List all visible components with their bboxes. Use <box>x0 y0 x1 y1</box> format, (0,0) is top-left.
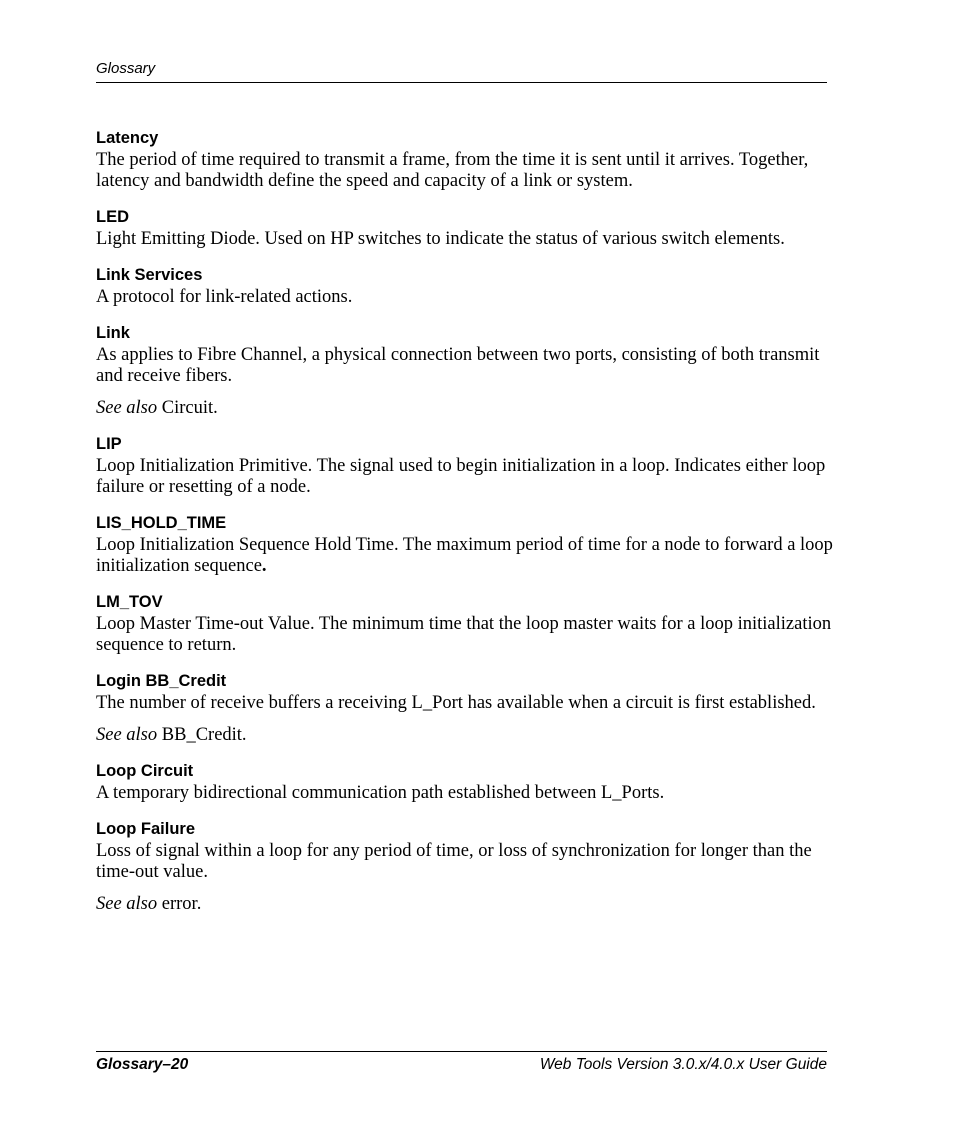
header-section-title: Glossary <box>96 60 156 77</box>
glossary-term: Loop Circuit <box>96 762 194 780</box>
glossary-entry <box>96 434 836 498</box>
glossary-term: Loop Failure <box>96 820 195 838</box>
glossary-term: Link Services <box>96 266 203 284</box>
glossary-list <box>96 128 836 930</box>
glossary-term: LED <box>96 208 129 226</box>
glossary-definition: A protocol for link-related actions. <box>96 287 353 307</box>
see-also-label: See also <box>96 894 158 914</box>
see-also-ref: BB_Credit. <box>161 725 247 745</box>
glossary-definition: As applies to Fibre Channel, a physical connection between two ports, consisting of both transmit and receive fibers. <box>96 345 820 386</box>
see-also <box>96 725 836 746</box>
see-also <box>96 894 836 915</box>
definition-text: Loop Initialization Sequence Hold Time. The maximum period of time for a node to forward a loop initialization sequence <box>96 535 833 576</box>
glossary-entry <box>96 323 836 419</box>
page-number: Glossary–20 <box>96 1056 189 1073</box>
glossary-term: LIP <box>96 435 122 453</box>
glossary-term: LM_TOV <box>96 593 163 611</box>
glossary-entry <box>96 128 836 192</box>
see-also-ref: error. <box>161 894 202 914</box>
glossary-term: LIS_HOLD_TIME <box>96 514 227 532</box>
glossary-term: Latency <box>96 129 159 147</box>
glossary-entry <box>96 265 836 308</box>
glossary-definition <box>96 535 836 577</box>
glossary-definition: Loop Initialization Primitive. The signal used to begin initialization in a loop. Indicates either loop failure or resetting of a node. <box>96 456 826 497</box>
glossary-term: Link <box>96 324 130 342</box>
glossary-definition: The period of time required to transmit a frame, from the time it is sent until it arrives. Together, latency and bandwidth define the speed and capacity of a link or system. <box>96 150 809 191</box>
see-also-label: See also <box>96 725 158 745</box>
glossary-entry <box>96 819 836 915</box>
glossary-definition: Loop Master Time-out Value. The minimum time that the loop master waits for a loop initialization sequence to return. <box>96 614 832 655</box>
glossary-entry <box>96 513 836 577</box>
glossary-definition: Light Emitting Diode. Used on HP switches to indicate the status of various switch elements. <box>96 229 785 249</box>
glossary-definition: A temporary bidirectional communication path established between L_Ports. <box>96 783 665 803</box>
see-also <box>96 398 836 419</box>
see-also-label: See also <box>96 398 158 418</box>
page-header <box>96 60 827 83</box>
glossary-term: Login BB_Credit <box>96 672 227 690</box>
glossary-entry <box>96 671 836 746</box>
document-title: Web Tools Version 3.0.x/4.0.x User Guide <box>539 1056 827 1073</box>
see-also-ref: Circuit. <box>161 398 218 418</box>
glossary-definition: The number of receive buffers a receiving L_Port has available when a circuit is first established. <box>96 693 816 713</box>
page-footer <box>96 1051 827 1074</box>
glossary-entry <box>96 592 836 656</box>
glossary-entry <box>96 207 836 250</box>
glossary-definition: Loss of signal within a loop for any period of time, or loss of synchronization for longer than the time-out value. <box>96 841 812 882</box>
glossary-entry <box>96 761 836 804</box>
definition-end-period: . <box>261 556 267 576</box>
